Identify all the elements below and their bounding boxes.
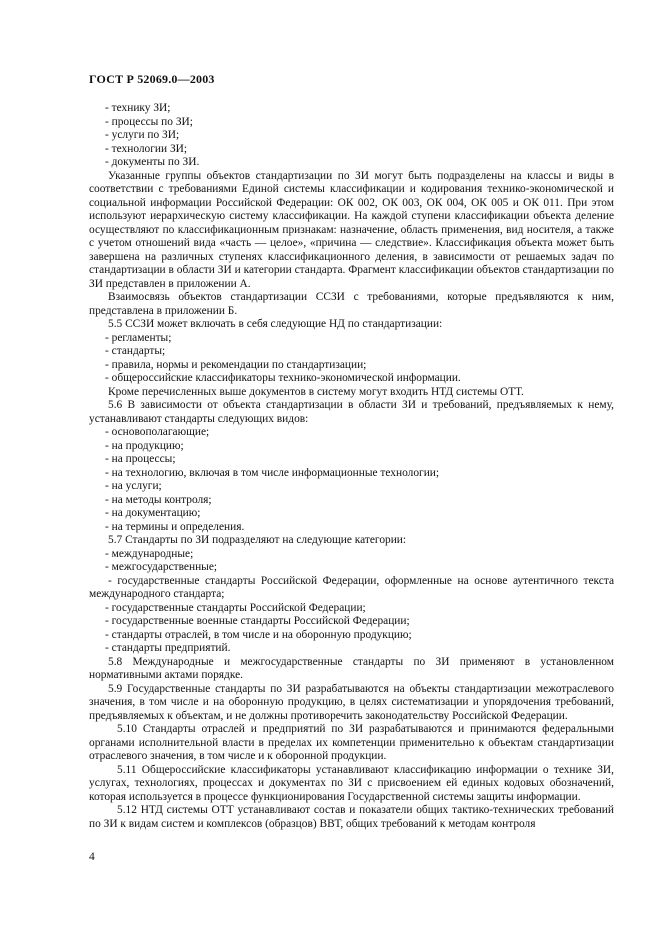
list-item: - государственные военные стандарты Российской Федерации; (105, 615, 410, 627)
paragraph: 5.11 Общероссийские классификаторы устанавливают классификацию информации о технике ЗИ, услугах, технологиях, процессах и документах по ЗИ с присвоением ей единых кодовых обозначений, которая используется в процессе функционирования Государственной системы защиты информации. (89, 763, 614, 803)
list-item: - правила, нормы и рекомендации по стандартизации; (105, 358, 367, 371)
list-item: - процессы по ЗИ; (105, 115, 193, 128)
document-header: ГОСТ Р 52069.0—2003 (89, 72, 215, 86)
list-item: - технологии ЗИ; (105, 142, 188, 155)
list-item: - стандарты; (105, 345, 166, 357)
list-item: - общероссийские классификаторы технико-экономической информации. (105, 372, 461, 384)
list-item: - на услуги; (105, 480, 162, 492)
list-item: - на технологию, включая в том числе информационные технологии; (105, 466, 440, 479)
list-item: - технику ЗИ; (105, 102, 171, 114)
list-item: - документы по ЗИ. (105, 156, 200, 168)
list-item: - на процессы; (105, 453, 176, 465)
list-item: - регламенты; (105, 331, 172, 344)
list-item: - стандарты отраслей, в том числе и на оборонную продукцию; (105, 628, 412, 641)
paragraph: 5.7 Стандарты по ЗИ подразделяют на следующие категории: (108, 534, 407, 546)
list-item: - услуги по ЗИ; (105, 129, 180, 141)
list-item: - межгосударственные; (105, 561, 218, 573)
list-item: - на документацию; (105, 507, 201, 519)
document-body (89, 102, 614, 831)
paragraph: 5.9 Государственные стандарты по ЗИ разрабатываются на объекты стандартизации межотраслевого значения, в том числе и на оборонную продукцию, в целях систематизации и упорядочения требований, предъявляемых к объектам, и не должны противоречить законодательству Российской Федерации. (89, 682, 614, 722)
paragraph: 5.6 В зависимости от объекта стандартизации в области ЗИ и требований, предъявляемых к нему, устанавливают стандарты следующих видов: (89, 399, 614, 425)
paragraph: Кроме перечисленных выше документов в систему могут входить НТД системы ОТТ. (108, 385, 524, 398)
paragraph: 5.10 Стандарты отраслей и предприятий по ЗИ разрабатываются и принимаются федеральными органами исполнительной власти в пределах их компетенции применительно к объектам стандартизации отраслевого значения, в том числе и к оборонной продукции. (89, 723, 614, 762)
paragraph: 5.12 НТД системы ОТТ устанавливают состав и показатели общих тактико-технических требований по ЗИ к видам систем и комплексов (образцов) ВВТ, общих требований к методам контроля (89, 804, 614, 830)
list-item: - международные; (105, 547, 194, 560)
page-number: 4 (89, 851, 95, 863)
list-item: - стандарты предприятий. (105, 642, 231, 654)
paragraph: Взаимосвязь объектов стандартизации ССЗИ с требованиями, которые предъявляются к ним, представлена в приложении Б. (89, 291, 614, 317)
list-item: - государственные стандарты Российской Федерации; (105, 601, 366, 614)
list-item: - основополагающие; (105, 426, 210, 438)
paragraph: Указанные группы объектов стандартизации по ЗИ могут быть подразделены на классы и виды в соответствии с требованиями Единой системы классификации и кодирования технико-экономической и социальной информации Российской Федерации: ОК 002, ОК 003, ОК 004, ОК 005 и ОК 011. При этом используют иерархическую систему классификации. На каждой ступени классификации объекта деление осуществляют по классификационным признакам: назначение, область применения, вид носителя, а также с учетом отношений вида «часть — целое», «причина — следствие». Классификация объекта может быть завершена на различных ступенях классификационного деления, в зависимости от решаемых задач по стандартизации в области ЗИ и категории стандарта. Фрагмент классификации объектов стандартизации по ЗИ представлен в приложении А. (89, 169, 614, 290)
paragraph: 5.8 Международные и межгосударственные стандарты по ЗИ применяют в установленном нормативными актами порядке. (89, 655, 614, 681)
paragraph: 5.5 ССЗИ может включать в себя следующие НД по стандартизации: (108, 318, 443, 330)
paragraph: - государственные стандарты Российской Федерации, оформленные на основе аутентичного текста международного стандарта; (89, 574, 614, 600)
list-item: - на методы контроля; (105, 493, 212, 506)
list-item: - на продукцию; (105, 439, 184, 452)
list-item: - на термины и определения. (105, 520, 245, 533)
